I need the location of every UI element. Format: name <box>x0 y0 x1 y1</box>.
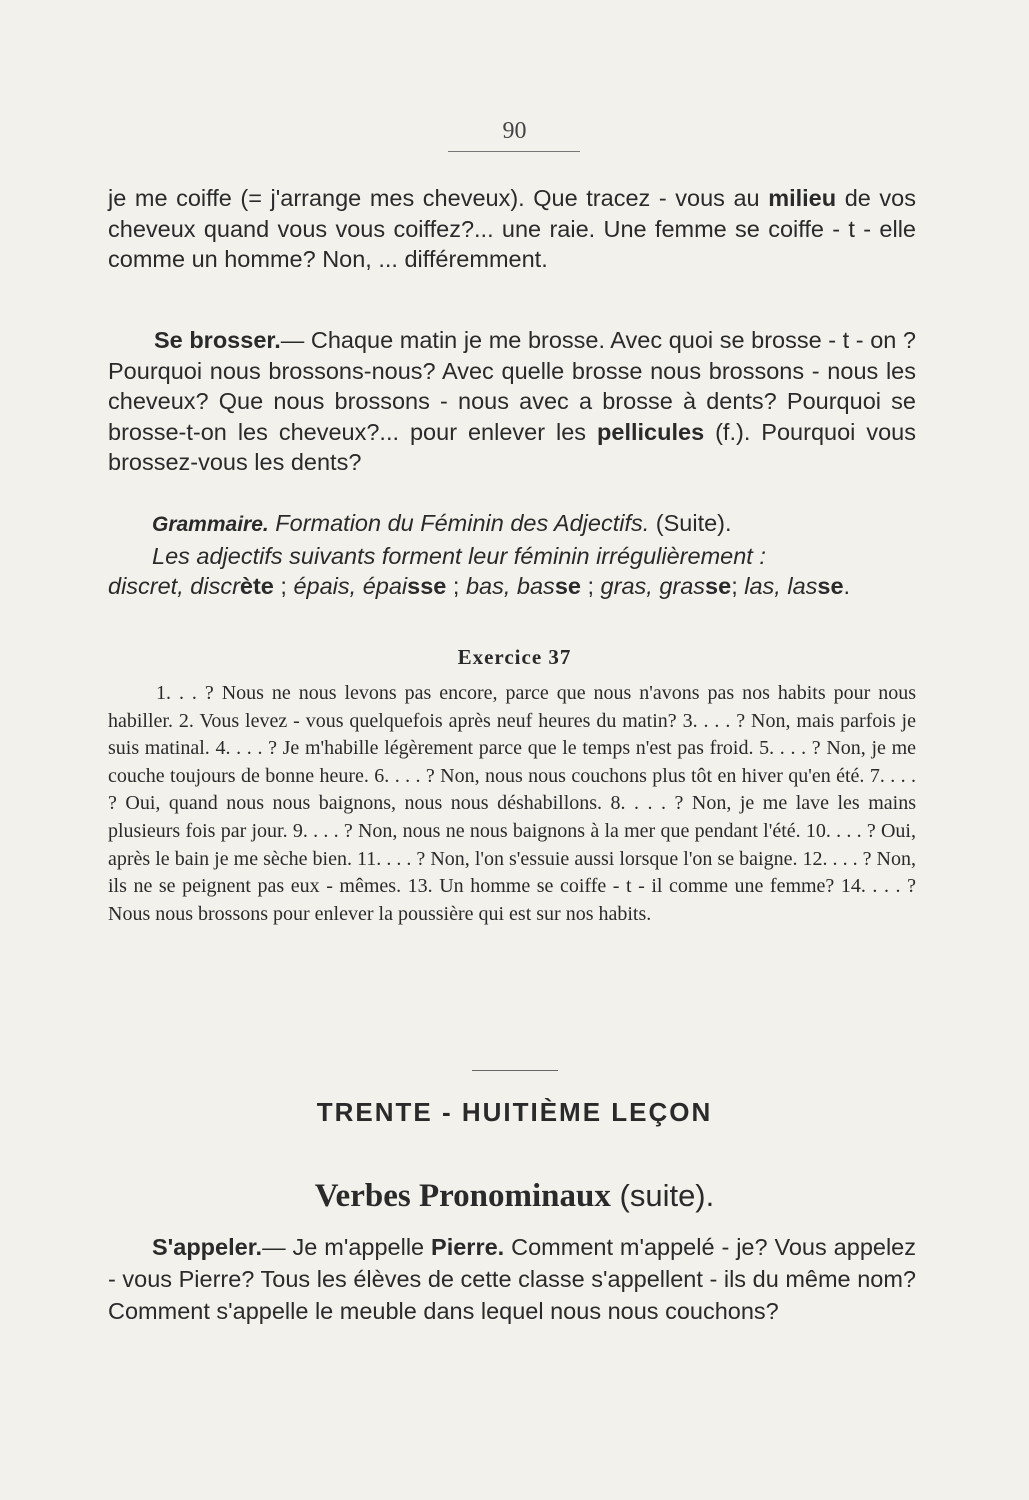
exercise-title: Exercice 37 <box>457 645 572 669</box>
example-f-ending: sse <box>407 573 447 599</box>
section-title <box>0 1178 1029 1215</box>
section-divider <box>472 1070 558 1071</box>
page-number: 90 <box>502 118 527 144</box>
example-m: las, <box>744 573 781 599</box>
grammar-rule: Les adjectifs suivants forment leur féminin irrégulièrement : <box>152 542 766 569</box>
example-separator: ; <box>580 573 601 599</box>
lesson-title: TRENTE - HUITIÈME LEÇON <box>316 1097 713 1127</box>
example-m: épais, <box>293 573 357 599</box>
grammar-suite: (Suite). <box>655 510 732 536</box>
para1-text-b: de vos cheveux quand vous vous coiffez?... une raie. Une femme se coiffe - t - elle comme un homme? Non, ... différemment. <box>108 185 916 272</box>
example-separator: ; <box>273 573 294 599</box>
example-m: gras, <box>600 573 653 599</box>
para1-text-a: je me coiffe (= j'arrange mes cheveux). Que tracez - vous au <box>108 185 769 211</box>
example-f-stem: bas <box>516 573 555 599</box>
example-separator: ; <box>446 573 466 599</box>
example-f-ending: ète <box>239 573 274 599</box>
para2-heading: Se brosser. <box>154 327 281 353</box>
grammar-title: Formation du Féminin des Adjectifs. <box>275 510 650 536</box>
grammar-examples <box>108 571 916 602</box>
header-rule <box>448 151 580 152</box>
para3-bold-word: Pierre. <box>431 1234 505 1260</box>
example-f-stem: discr <box>190 573 240 599</box>
example-f-ending: se <box>554 573 581 599</box>
para3-text-a: — Je m'appelle <box>262 1234 432 1260</box>
example-f-ending: se <box>705 573 732 599</box>
para2-bold-word: pellicules <box>597 418 705 445</box>
grammar-label: Grammaire. <box>152 513 269 536</box>
example-f-stem: las <box>787 573 818 599</box>
section-title-main: Verbes Pronominaux <box>314 1178 611 1214</box>
para1-bold-word: milieu <box>768 185 837 211</box>
para3-text-b: Comment m'appelé - je? Vous appelez - vous Pierre? Tous les élèves de cette classe s'appellent - ils du même nom? Comment s'appelle le meuble dans lequel nous nous couchons? <box>108 1234 916 1324</box>
example-f-stem: gras <box>659 573 706 599</box>
example-m: discret, <box>108 573 184 599</box>
paragraph-se-coiffer-continued <box>108 183 916 275</box>
paragraph-se-brosser <box>108 325 916 478</box>
paragraph-s-appeler <box>108 1231 916 1327</box>
exercise-text: 1. . . ? Nous ne nous levons pas encore, parce que nous n'avons pas nos habits pour nous habiller. 2. Vous levez - vous quelquefois après neuf heures du matin? 3. . . . ? Non, mais parfois je suis matinal. 4. . . . ? Je m'habille légèrement parce que le temps n'est pas froid. 5. . . . ? Non, je me couche toujours de bonne heure. 6. . . . ? Non, nous nous couchons plus tôt en hiver qu'en été. 7. . . . ? Oui, quand nous nous baignons, nous nous déshabillons. 8. . . . ? Non, je me lave les mains plusieurs fois par jour. 9. . . . ? Non, nous ne nous baignons à la mer que pendant l'été. 10. . . . ? Oui, après le bain je me sèche bien. 11. . . . ? Non, l'on s'essuie aussi lorsque l'on se baigne. 12. . . . ? Non, ils ne se peignent pas eux - mêmes. 13. Un homme se coiffe - t - il comme une femme? 14. . . . ? Nous nous brossons pour enlever la poussière qui est sur nos habits. <box>108 682 916 925</box>
section-title-suite: (suite). <box>619 1178 715 1213</box>
para2-text-a: — Chaque matin je me brosse. Avec quoi se brosse - t - on ? Pourquoi nous brossons-nous? Avec quelle brosse nous brossons - nous les cheveux? Que nous brossons - nous avec a brosse à dents? Pourquoi se brosse-t-on les cheveux?... pour enlever les <box>108 327 916 445</box>
example-m: bas, <box>465 573 511 599</box>
example-f-stem: épai <box>362 573 408 599</box>
example-separator: ; <box>731 573 745 599</box>
example-f-ending: se <box>817 573 844 599</box>
para2-text-b: (f.). Pourquoi vous brossez-vous les dents? <box>108 418 916 475</box>
grammar-section <box>108 508 916 602</box>
para3-heading: S'appeler. <box>152 1234 263 1260</box>
example-separator: . <box>843 573 851 599</box>
